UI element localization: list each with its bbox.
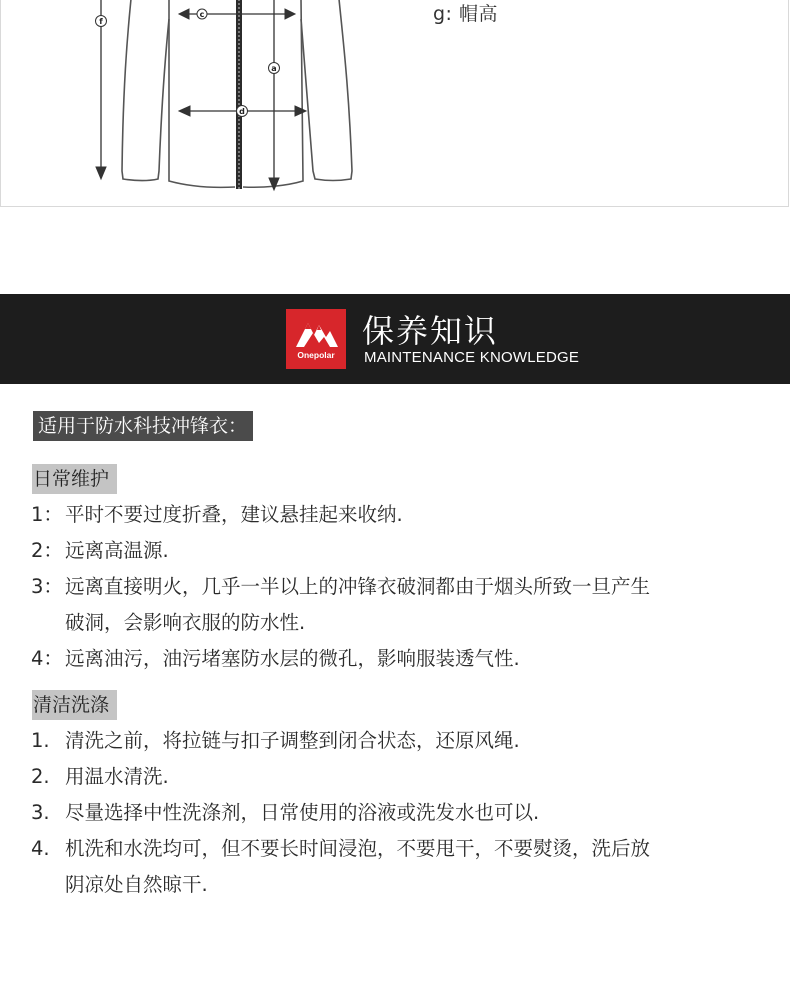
jacket-right-sleeve (301, 0, 352, 181)
jacket-diagram (1, 0, 421, 206)
washing-item-1: 1. 清洗之前，将拉链与扣子调整到闭合状态，还原风绳. (31, 729, 520, 752)
daily-care-item-3: 3： 远离直接明火，几乎一半以上的冲锋衣破洞都由于烟头所致一旦产生 (31, 575, 651, 598)
washing-item-3: 3. 尽量选择中性洗涤剂，日常使用的浴液或洗发水也可以. (31, 801, 540, 824)
jacket-left-body (169, 0, 235, 187)
marker-c: c (199, 10, 205, 19)
logo-text: Onepolar (297, 350, 335, 360)
daily-care-item-2: 2： 远离高温源. (31, 539, 169, 562)
banner-title-en: MAINTENANCE KNOWLEDGE (364, 349, 580, 366)
washing-item-4: 4. 机洗和水洗均可，但不要长时间浸泡，不要甩干，不要熨烫，洗后放 (31, 837, 651, 860)
daily-care-item-3-cont: 破洞，会影响衣服的防水性. (65, 611, 306, 634)
jacket-left-sleeve (122, 0, 169, 181)
washing-item-2: 2. 用温水清洗. (31, 765, 169, 788)
marker-d: d (239, 107, 245, 116)
banner-title-cn: 保养知识 (362, 312, 499, 350)
onepolar-logo (286, 309, 346, 369)
daily-care-label: 日常维护 (32, 464, 117, 494)
mountain-icon (286, 309, 346, 369)
washing-label: 清洁洗涤 (32, 690, 117, 720)
size-chart-panel (0, 0, 789, 207)
marker-a: a (271, 64, 277, 73)
daily-care-item-1: 1： 平时不要过度折叠，建议悬挂起来收纳. (31, 503, 403, 526)
washing-item-4-cont: 阴凉处自然晾干. (65, 873, 208, 896)
legend-g: g: 帽高 (433, 3, 499, 25)
intro-heading: 适用于防水科技冲锋衣： (33, 411, 253, 441)
measure-arrow-a (269, 0, 279, 190)
marker-f: f (99, 17, 103, 26)
maintenance-banner (0, 294, 790, 384)
daily-care-item-4: 4： 远离油污，油污堵塞防水层的微孔，影响服装透气性. (31, 647, 520, 670)
jacket-right-body (243, 0, 303, 187)
